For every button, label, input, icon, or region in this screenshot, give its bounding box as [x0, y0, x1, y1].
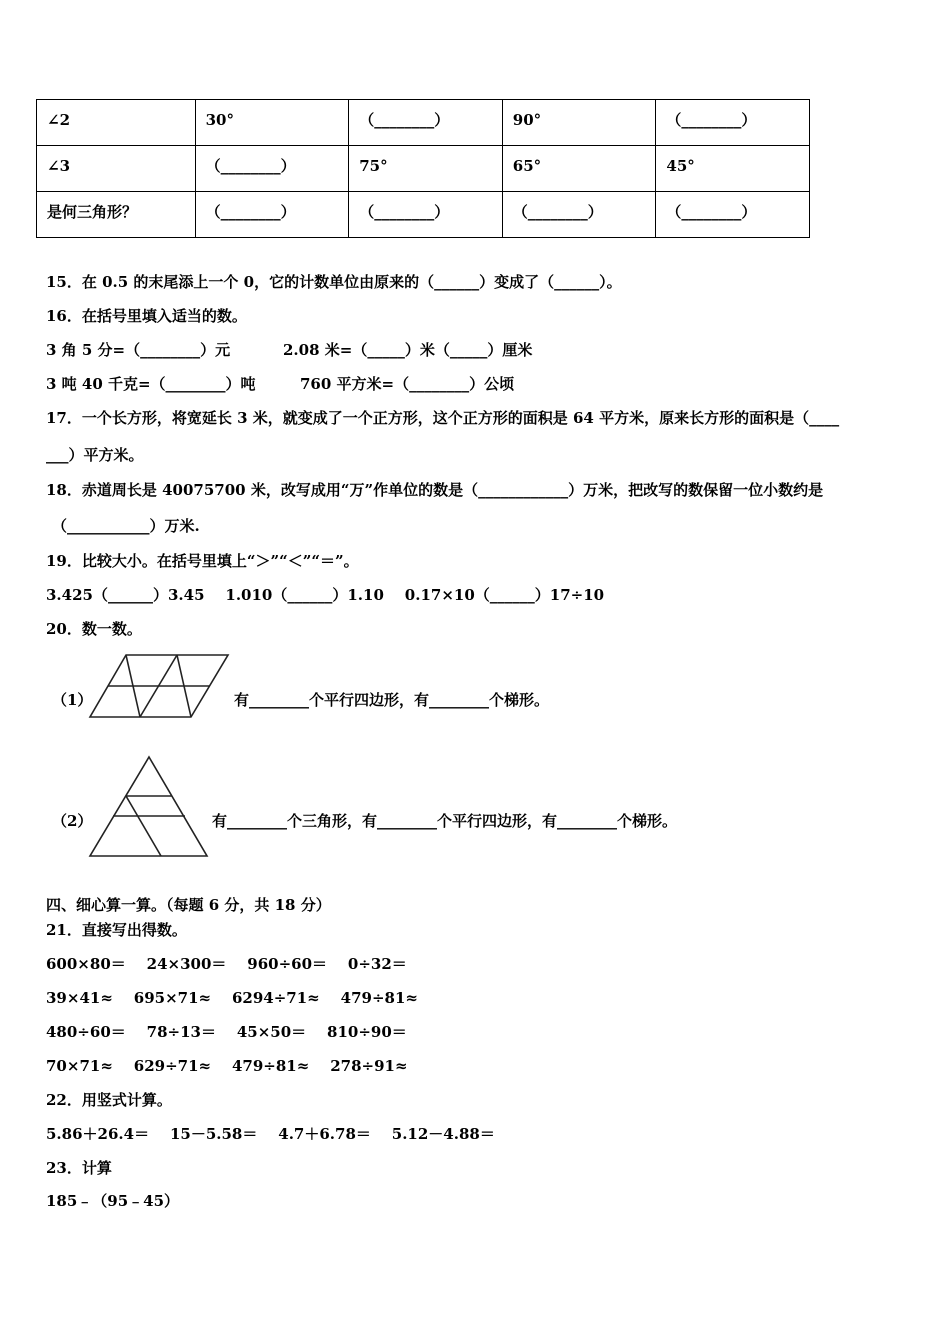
- question-21-title: 21．直接写出得数。: [46, 921, 187, 939]
- question-22-line: 5.86＋26.4＝ 15－5.58＝ 4.7＋6.78＝ 5.12－4.88＝: [46, 1125, 495, 1143]
- question-18-line2: （___________）万米.: [52, 517, 200, 535]
- question-23-title: 23．计算: [46, 1159, 112, 1177]
- calc-row: 600×80＝ 24×300＝ 960÷60＝ 0÷32＝: [46, 955, 407, 973]
- question-20-title: 20．数一数。: [46, 620, 142, 638]
- table-cell: （________）: [349, 100, 503, 146]
- table-cell: 75°: [349, 146, 503, 192]
- question-15: 15．在 0.5 的末尾添上一个 0，它的计数单位由原来的（______）变成了（______）。: [46, 273, 622, 291]
- question-19-line: 3.425（______）3.45 1.010（______）1.10 0.17×10（______）17÷10: [46, 586, 605, 604]
- table-cell: （________）: [195, 192, 349, 238]
- table-cell: 65°: [502, 146, 656, 192]
- table-row: [37, 100, 810, 146]
- table-row: [37, 192, 810, 238]
- question-23-line: 185﹣（95﹣45）: [46, 1192, 180, 1210]
- table-cell: （________）: [349, 192, 503, 238]
- question-16-item: 3 吨 40 千克=（________）吨: [46, 375, 256, 393]
- table-cell: （________）: [195, 146, 349, 192]
- table-cell: 90°: [502, 100, 656, 146]
- question-16-title: 16．在括号里填入适当的数。: [46, 307, 247, 325]
- figure-2-question: 有________个三角形，有________个平行四边形，有________个梯形。: [212, 812, 678, 830]
- question-16-item: 3 角 5 分=（________）元: [46, 341, 231, 359]
- figure-2-label: （2）: [52, 812, 93, 830]
- table-cell: （________）: [502, 192, 656, 238]
- question-22-title: 22．用竖式计算。: [46, 1091, 172, 1109]
- question-16-item: 2.08 米=（_____）米（_____）厘米: [283, 341, 533, 359]
- table-cell: ∠3: [37, 146, 196, 192]
- calc-row: 70×71≈ 629÷71≈ 479÷81≈ 278÷91≈: [46, 1057, 408, 1075]
- figure-1-question: 有________个平行四边形，有________个梯形。: [234, 691, 550, 709]
- question-17-line2: ___）平方米。: [46, 446, 144, 464]
- question-19-title: 19．比较大小。在括号里填上“＞”“＜”“＝”。: [46, 552, 359, 570]
- table-row: [37, 146, 810, 192]
- table-cell: 45°: [656, 146, 810, 192]
- angle-table: [36, 99, 810, 238]
- parallelogram-figure: [88, 652, 232, 720]
- question-16-item: 760 平方米=（________）公顷: [300, 375, 515, 393]
- table-cell: 30°: [195, 100, 349, 146]
- table-cell: ∠2: [37, 100, 196, 146]
- calc-row: 480÷60＝ 78÷13＝ 45×50＝ 810÷90＝: [46, 1023, 407, 1041]
- table-cell: （________）: [656, 100, 810, 146]
- question-17-line1: 17．一个长方形，将宽延长 3 米，就变成了一个正方形，这个正方形的面积是 64 平方米，原来长方形的面积是（____: [46, 409, 840, 427]
- figure-1-label: （1）: [52, 691, 93, 709]
- calc-row: 39×41≈ 695×71≈ 6294÷71≈ 479÷81≈: [46, 989, 418, 1007]
- triangle-figure: [88, 755, 210, 859]
- question-18-line1: 18．赤道周长是 40075700 米，改写成用“万”作单位的数是（____________）万米，把改写的数保留一位小数约是: [46, 481, 824, 499]
- section-4-heading: 四、细心算一算。（每题 6 分，共 18 分）: [46, 896, 331, 914]
- table-cell: （________）: [656, 192, 810, 238]
- table-cell: 是何三角形？: [37, 192, 196, 238]
